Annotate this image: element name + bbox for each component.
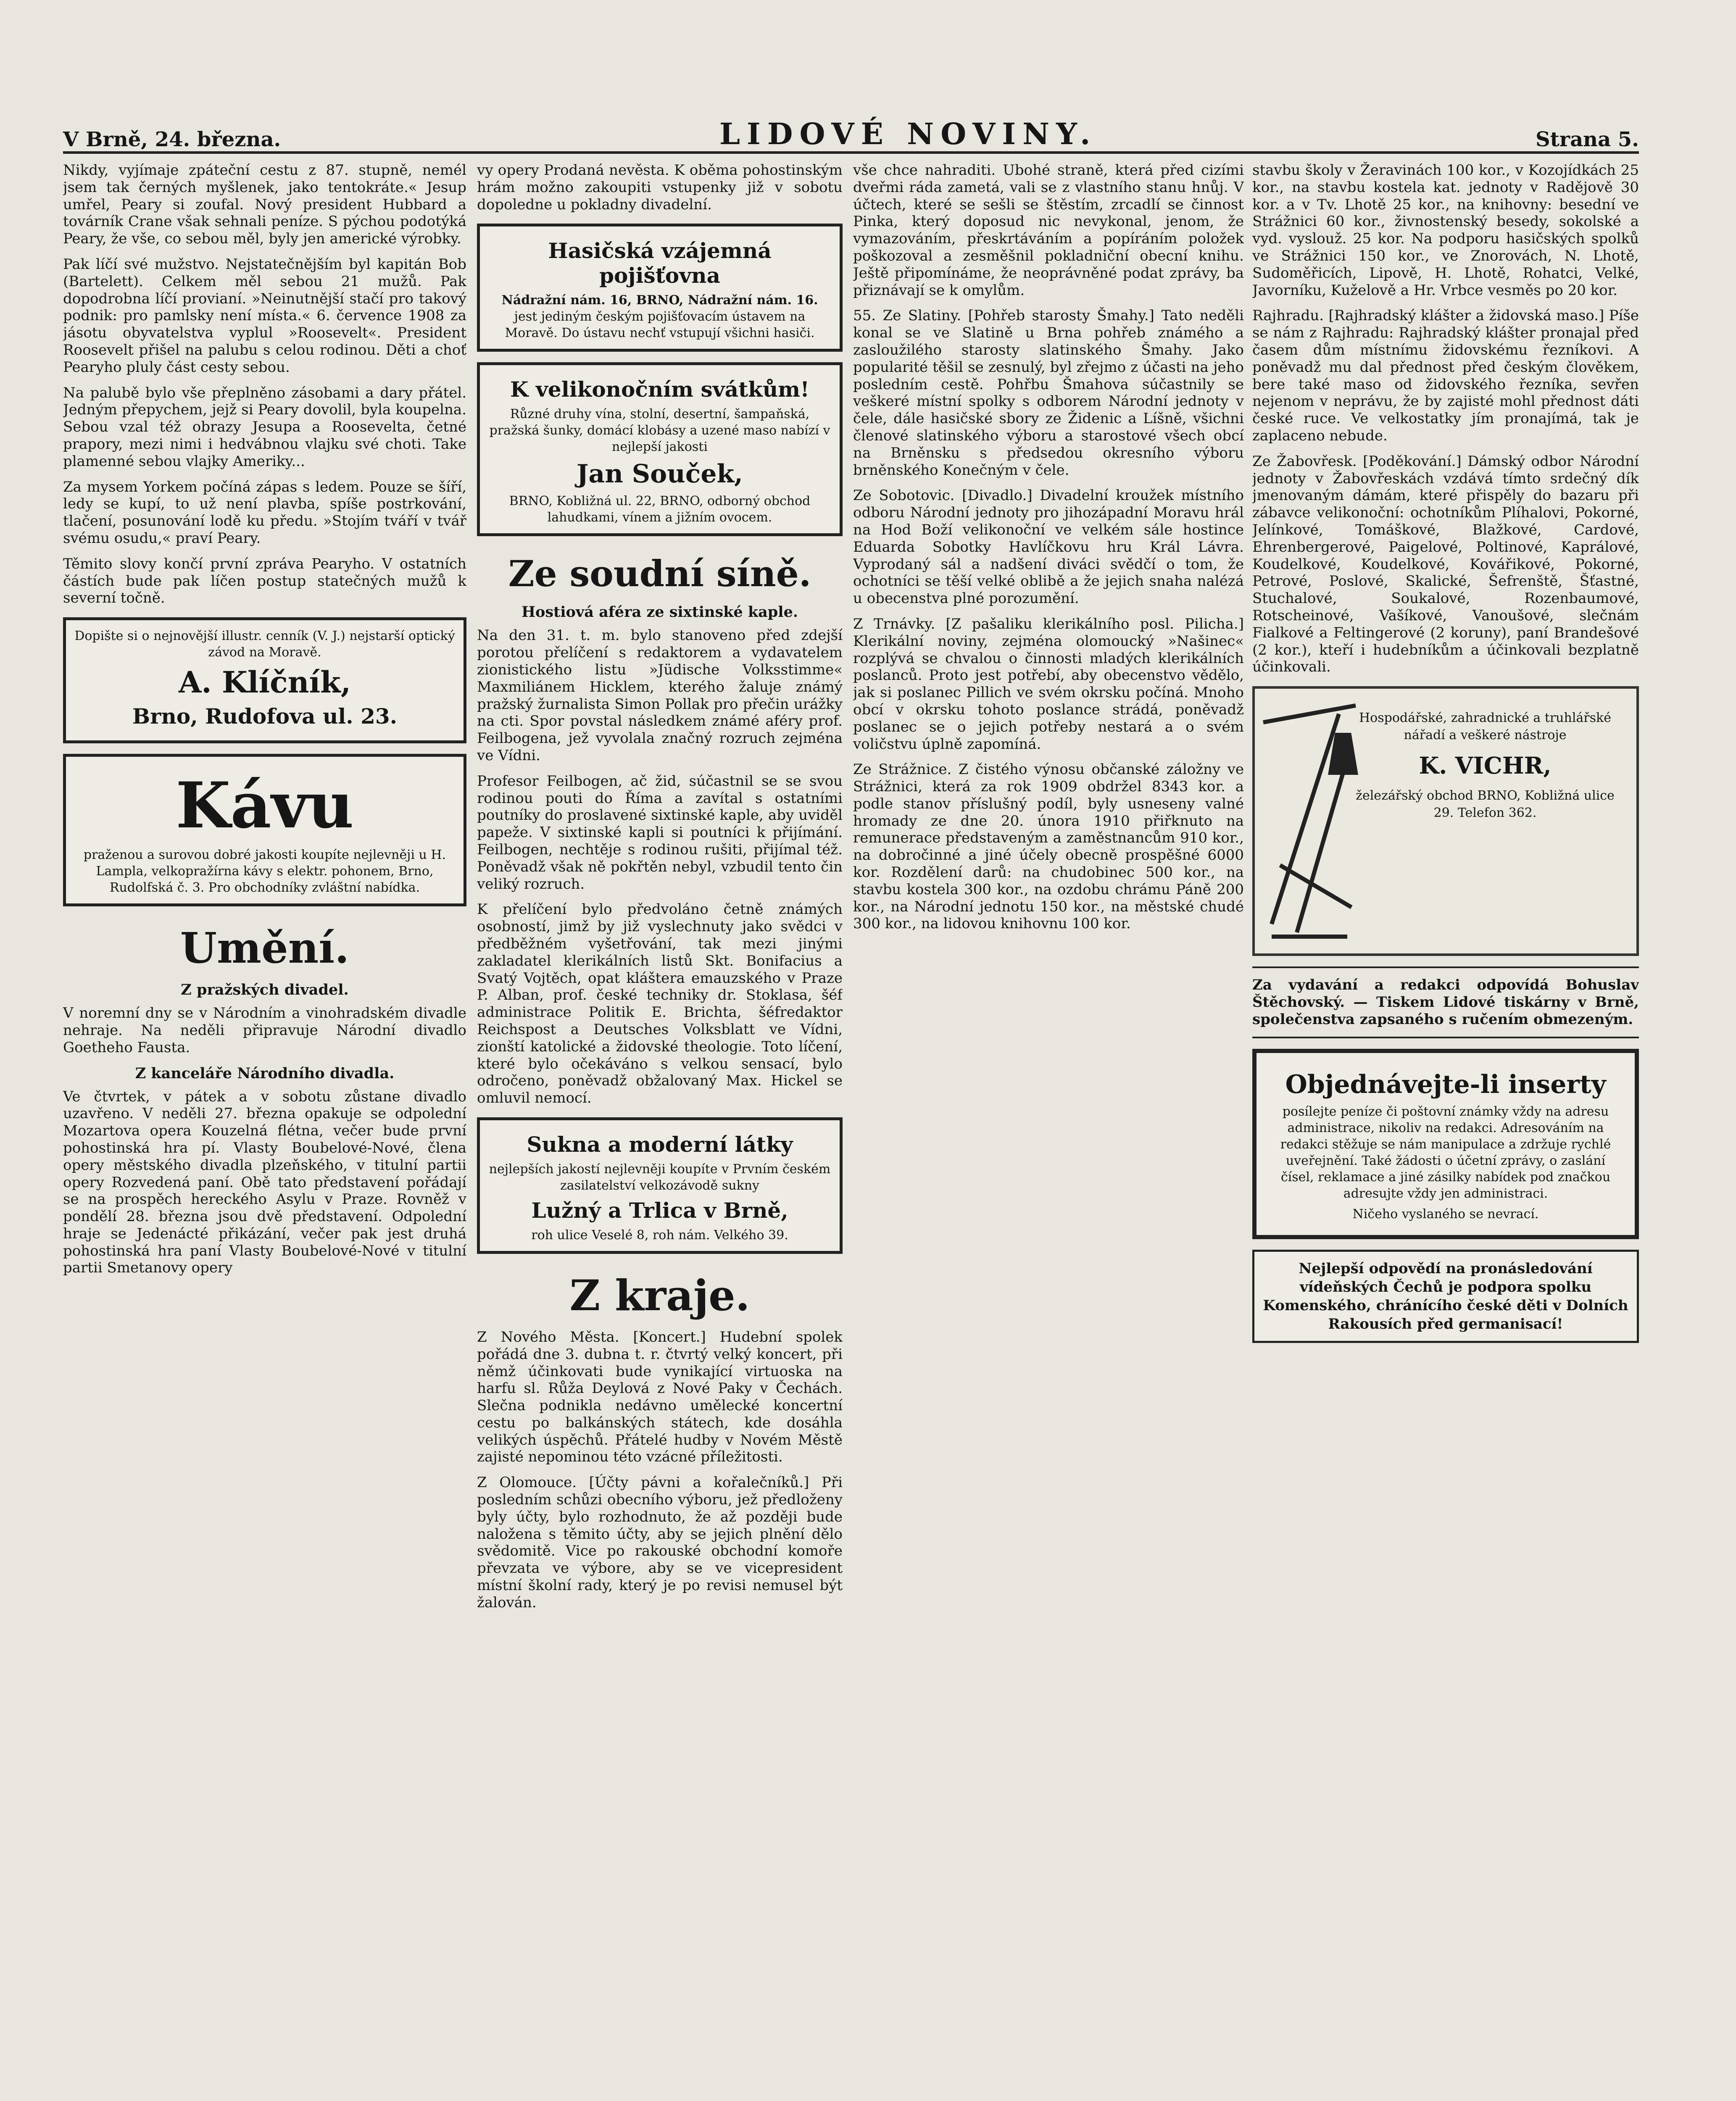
kraj-text-trnavka: Z Trnávky. [Z pašaliku klerikálního posl. Pilicha.] Klerikální noviny, zejména olomoucký »Našinec« rozplývá se chvalou o činnosti mladých klerikálních poslanců. Proto jest potřebí, aby obecenstvo vědělo, jak si poslanec Pillich ve svém okrsku počíná. Mnoho obcí v okrsku tohoto poslance strádá, poněvadž poslanec se o jejich potřeby nestará a o svém voličstvu úplně zapomíná.: [853, 615, 1244, 753]
peary-text-3: Na palubě bylo vše přeplněno zásobami a dary přátel. Jedným přepychem, jejž si Peary dovolil, byla koupelna. Sebou vzal též obrazy Jesupa a Roosevelta, četné prapory, mezi nimi i hedvábnou vlajku své choti. Take plamenné sebou vlajky Ameriky...: [63, 384, 466, 470]
issue-date: V Brně, 24. března.: [63, 128, 281, 151]
soudni-subtitle: Hostiová aféra ze sixtinské kaple.: [521, 603, 798, 621]
opera-continuation: vy opery Prodaná nevěsta. K oběma pohostinským hrám možno zakoupiti vstupenky již v sobotu dopoledne u pokladny divadelní.: [477, 162, 843, 213]
divider: [1252, 1037, 1639, 1038]
ad-kava: [63, 754, 466, 906]
peary-text-5: Těmito slovy končí první zpráva Pearyho. V ostatních částích bude pak líčen postup statečných mužů k severní točně.: [63, 555, 466, 607]
column-3: [853, 162, 1244, 2101]
ad-vichr-name: K. VICHR,: [1419, 752, 1552, 779]
ad-vichr-textbox: [1351, 710, 1620, 821]
ad-kava-text: praženou a surovou dobré jakosti koupíte nejlevněji u H. Lampla, velkopražírna kávy s elektr. pohonem, Brno, Rudolfská č. 3. Pro obchodníky zvláštní nabídka.: [83, 848, 446, 895]
kraj-text-2: Z Olomouce. [Účty pávni a kořalečníků.] Při posledním schůzi obecního výboru, jež předloženy byly účty, bylo rozhodnuto, že až později bude naložena s těmito účty, aby se jejich plnění dělo svědomitě. Vice po rakouské obchodní komoře převzata ve výbore, aby se ve vicepresident místní školní rady, který je po revisi nemusel být žalován.: [477, 1474, 843, 1611]
soudni-text-1: Na den 31. t. m. bylo stanoveno před zdejší porotou přelíčení s redaktorem a vydavatelem zionistického listu »Jüdische Volksstimme« Maxmiliánem Hicklem, kterého žaluje známý pražský žurnalista Simon Pollak pro přečin urážky na cti. Spor povstal následkem známé aféry prof. Feilbogena, jež vyvolala značný rozruch zejména ve Vídni.: [477, 627, 843, 764]
masthead: [63, 105, 1639, 154]
ad-vichr-tools: [1252, 686, 1639, 956]
ad-komenskeho: [1252, 1250, 1639, 1343]
ad-kava-heading: Kávu: [176, 769, 354, 843]
ad-sukna: [477, 1117, 843, 1254]
ad-hasic-address: Nádražní nám. 16, BRNO, Nádražní nám. 16.: [501, 293, 818, 308]
kraj-text-rajhrad: Rajhradu. [Rajhradský klášter a židovská maso.] Píše se nám z Rajhradu: Rajhradský klášter pronajal před časem dům místnímu židovskému řezníkovi. A poněvadž mu dal přednost před českým člověkem, bere také maso od židovského řezníka, sevřen nejenom v neprávu, že by zajisté mohl přednost dáti české ruce. Ve velkostatky jím pronajímá, tak je zaplaceno nebude.: [1252, 307, 1639, 444]
ad-klicnik: [63, 617, 466, 743]
ad-hasic-title: Hasičská vzájemná pojišťovna: [548, 238, 772, 288]
ad-sukna-address: roh ulice Veselé 8, roh nám. Velkého 39.: [531, 1227, 788, 1243]
kraj-text-straznice: Ze Strážnice. Z čistého výnosu občanské záložny ve Strážnici, která za rok 1909 obdržel 8343 kor. a podle stanov příslušný podíl, byly usneseny valné hromady ze dne 20. února 1910 přiřknuto na remunerace představeným a zaměstnancům 910 kor., na dobročinné a jiné účely obecně prospěšné 6000 kor. Rozdělení darů: na chudobinec 500 kor., na stavbu kostela 300 kor., na ozdobu chrámu Páně 200 kor., na Národní jednotu 150 kor., na městské chudé 300 kor., na lidovou knihovnu 100 kor.: [853, 761, 1244, 932]
column-4: [1252, 162, 1639, 2101]
kraj-text-slatina: 55. Ze Slatiny. [Pohřeb starosty Šmahy.] Tato neděli konal se ve Slatině u Brna pohřeb známého a zasloužilého starosty slatinského Šmahy. Jako popularité těšil se zesnulý, byl zřejmo z účasti na jeho posledním cestě. Pohřbu Šmahova súčastnily se veškeré místní spolky s odborem Národní jednoty v čele, dále hasičské sbory ze Židenic a Líšně, všichni členové slatinského výboru a starostové všech obcí na Brněnsku s předsedou okresního výboru brněnského Konečným v čele.: [853, 307, 1244, 479]
peary-text-1: Nikdy, vyjímaje zpáteční cestu z 87. stupně, nemél jsem tak černých myšlenek, jako tentokráte.« Jesup umřel, Peary si zoufal. Nový president Hubbard a továrník Crane však sehnali peníze. S pýchou podotýká Peary, že vše, co sebou měl, byly jen americké výrobky.: [63, 162, 466, 247]
umeni-subtitle-1: Z pražských divadel.: [181, 981, 349, 999]
ad-soucek-title: K velikonočním svátkům!: [510, 377, 810, 402]
umeni-subtitle-2: Z kanceláře Národního divadla.: [135, 1064, 395, 1082]
ad-klicnik-address: Brno, Rudofova ul. 23.: [132, 704, 398, 729]
ad-sukna-name: Lužný a Trlica v Brně,: [531, 1198, 788, 1223]
publisher-notice: Za vydavání a redakci odpovídá Bohuslav Štěchovský. — Tiskem Lidové tiskárny v Brně, společenstva zapsaného s ručením obmezeným.: [1252, 977, 1639, 1028]
divider: [1252, 966, 1639, 968]
column-2: [477, 162, 843, 2101]
umeni-text-2: Ve čtvrtek, v pátek a v sobotu zůstane divadlo uzavřeno. V neděli 27. března opakuje se odpolední Mozartova opera Kouzelná flétna, večer bude první pohostinská hra pí. Vlasty Boubelové-Nové, člena opery městského divadla plzeňského, v titulní partii opery Rozvedená paní. Obě tato představení pořádají se na prospěch hereckého Asylu v Praze. Rovněž v pondělí 28. března jsou dvě představení. Odpolední hraje se Jedenácté přikázání, večer pak jest druhá pohostinská hra paní Vlasty Boubelové-Nové v titulní partii Smetanovy opery: [63, 1088, 466, 1277]
ad-sukna-text: nejlepších jakostí nejlevněji koupíte v Prvním českém zasilatelství velkozávodě sukny: [489, 1161, 831, 1193]
ad-soucek-address: BRNO, Kobližná ul. 22, BRNO, odborný obchod lahudkami, vínem a jižním ovocem.: [509, 494, 811, 525]
kraj-text-3: vše chce nahraditi. Ubohé straně, která před cizími dveřmi ráda zametá, vali se z vlastního stanu hnůj. V účtech, které se sešli se štěstím, zrcadlí se činnost Pinka, který doposud nic nevykonal, jenom, že vymazováním, přeskrtáváním a popíráním položek poškozoval a zesměšnil pokladniční obecní knihu. Ještě připomínáme, že neoprávněné podat zprávy, ba přiznávají se k omylům.: [853, 162, 1244, 299]
peary-text-2: Pak líčí své mužstvo. Nejstatečnějším byl kapitán Bob (Bartelett). Celkem měl sebou 21 mužů. Pak dopodrobna líčí provianí. »Neinutnější stačí pro takový podnik: pro pamlsky není místa.« 6. července 1908 za jásotu obyvatelstva vyplul »Roosevelt«. President Roosevelt přišel na palubu s celou rodinou. Děti a choť Pearyho pluly část cesty sebou.: [63, 255, 466, 376]
ad-hasic-text: jest jediným českým pojišťovacím ústavem na Moravě. Do ústavu nechť vstupují všichni hasiči.: [505, 309, 815, 341]
ad-soucek-text: Různé druhy vína, stolní, desertní, šampaňská, pražská šunky, domácí klobásy a uzené maso nabízí v nejlepší jakosti: [489, 407, 830, 455]
ad-soucek: [477, 362, 843, 536]
ad-sukna-title: Sukna a moderní látky: [527, 1132, 793, 1157]
ad-inserty-text: posílejte peníze či poštovní známky vždy na adresu administrace, nikoliv na redakci. Adresováním na redakci stěžuje se nám manipulace a zdržuje rychlé uveřejnění. Také žádosti o účetní zprávy, o zaslání čísel, reklamace a jiné zásilky nabídek pod značkou adresujte vždy jen administraci.: [1280, 1104, 1611, 1201]
kraj-text-sobotovice: Ze Sobotovic. [Divadlo.] Divadelní kroužek místního odboru Národní jednoty pro jihozápadní Moravu hrál na Hod Boží velikonoční ve velkém sále hostince Eduarda Sobotky Havlíčkovu hru Král Lávra. Vyprodaný sál a nadšení diváci svědčí o tom, že ochotníci se těší velké oblibě a že jejich snaha nalézá u obecenstva plné porozumění.: [853, 487, 1244, 607]
section-umeni-title: Umění.: [180, 923, 350, 973]
ad-inserty-title: Objednávejte-li inserty: [1285, 1069, 1606, 1099]
rake-head: [1263, 706, 1356, 722]
section-soudni-sin-title: Ze soudní síně.: [508, 553, 811, 595]
ad-vichr-address: železářský obchod BRNO, Kobližná ulice 29. Telefon 362.: [1356, 788, 1615, 820]
kraj-text-straznice-cont: stavbu školy v Žeravinách 100 kor., v Kozojídkách 25 kor., na stavbu kostela kat. jednoty v Radějově 30 kor. a v Tv. Lhotě 25 kor., na knihovny: besední ve Strážnici 60 kor., živnostenský besedy, sokolské a vyd. vyslouž. 25 kor. Na podporu hasičských spolků ve Strážnici 150 kor., ve Znorovách, N. Lhotě, Sudoměřicích, Lipově, H. Lhotě, Rohatci, Velké, Javorníku, Kuželově a Hr. Vrbce vesměs po 20 kor.: [1252, 162, 1639, 299]
section-z-kraje-title: Z kraje.: [569, 1270, 750, 1320]
soudni-text-2: Profesor Feilbogen, ač žid, súčastnil se se svou rodinou pouti do Říma a zavítal s ostatními poutníky do proslavené sixtinské kaple, aby uviděl papeže. V sixtinské kapli si poutníci k přijímání. Feilbogen, nechtěje s rodinou rušiti, přijímal též. Poněvadž však ně pokřtěn nebyl, vzbudil tento čin veliký rozruch.: [477, 772, 843, 893]
peary-text-4: Za mysem Yorkem počíná zápas s ledem. Pouze se šíří, ledy se kupí, to už není plavba, spíše postrkování, tlačení, posunování lodě ku předu. »Stojím tváří v tvář svému osudu,« praví Peary.: [63, 478, 466, 547]
kraj-text-1: Z Nového Města. [Koncert.] Hudební spolek pořádá dne 3. dubna t. r. čtvrtý velký koncert, při němž účinkovati bude vynikající virtuoska na harfu sl. Růža Deylová z Nové Paky v Čechách. Slečna podnikla nedávno umělecké koncertní cestu po balkánských státech, kde dosáhla velikých úspěchů. Přátelé hudby v Novém Městě zajisté nepominou této vzácné příležitosti.: [477, 1328, 843, 1466]
ad-inserty-small: Ničeho vyslaného se nevrací.: [1352, 1206, 1539, 1222]
soudni-text-3: K přelíčení bylo předvoláno četně známých osobností, jimž by již vyslechnuty jako svědci v předběžném vyšetřování, tak mezi jinými zakladatel klerikálních listů Skt. Bonifacius a Svatý Vojtěch, opat kláštera emauzského v Praze P. Alban, prof. české techniky dr. Stoklasa, šéf administrace Politik E. Brichta, šéfredaktor Reichspost a Deutsches Volksblatt ve Vídni, zionští katolické a židovské theologie. Toto líčení, které bylo očekáváno s velkou sensací, bylo odročeno, poněvadž obžalovaný Max. Hickel se omluvil nemocí.: [477, 901, 843, 1107]
ad-vichr-intro: Hospodářské, zahradnické a truhlářské nářadí a veškeré nástroje: [1359, 711, 1611, 742]
ad-objednavejte-inserty: [1252, 1049, 1639, 1239]
ad-soucek-name: Jan Souček,: [577, 459, 743, 489]
umeni-text-1: V noremní dny se v Národním a vinohradském divadle nehraje. Na neděli připravuje Národní divadlo Goetheho Fausta.: [63, 1005, 466, 1056]
newspaper-title: LIDOVÉ NOVINY.: [719, 116, 1097, 151]
ad-klicnik-note: Dopište si o nejnovější illustr. cenník (V. J.) nejstarší optický závod na Moravě.: [74, 629, 455, 660]
ad-komenskeho-text: Nejlepší odpovědí na pronásledování vídeňských Čechů je podpora spolku Komenského, chránícího české děti v Dolních Rakousích před germanisací!: [1263, 1260, 1628, 1333]
kraj-text-zabovresky: Ze Žabovřesk. [Poděkování.] Dámský odbor Národní jednoty v Žabovřeskách vzdává tímto srdečný dík jmenovaným dámám, které přispěly do bazaru při zábavce velikonoční: ochotníkům Plíhalovi, Pokorné, Jelínkové, Tomáškové, Blažkové, Cardové, Ehrenbergerové, Paigelové, Poltinové, Kaprálové, Koudelkové, Koudelkové, Kovářikové, Pokorné, Petrové, Poslové, Skalické, Šefrenště, Šťastné, Stuchalové, Soukalové, Rozenbaumové, Rotscheinové, Vašíkové, Vanoušové, slečnám Fialkové a Feltingerové (2 koruny), paní Brandešové (2 kor.), kteří i hudebníkům a účinkovali bezplatně účinkovali.: [1252, 453, 1639, 676]
ad-klicnik-name: A. Klíčník,: [178, 665, 351, 700]
page-number: Strana 5.: [1535, 128, 1639, 151]
ad-hasicska-pojistovna: [477, 224, 843, 352]
column-1: [63, 162, 466, 2101]
shovel-handle: [1297, 773, 1343, 932]
